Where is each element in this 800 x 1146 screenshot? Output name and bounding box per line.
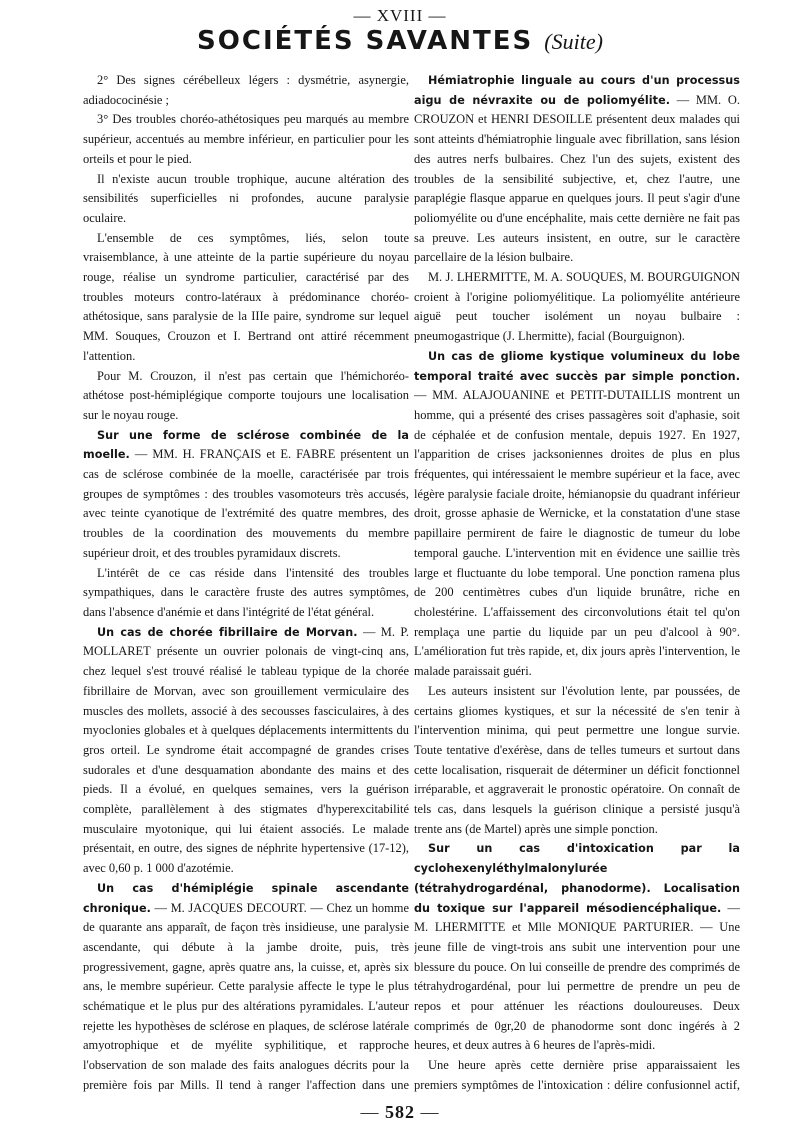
section-title: Sur une forme de sclérose combinée de la moelle.	[83, 428, 409, 462]
section-gliome	[414, 347, 740, 682]
footer-dash: —	[360, 1102, 380, 1122]
section-title: Un cas d'hémiplégie spinale ascendante chronique.	[83, 881, 409, 915]
section-body: — MM. H. FRANÇAIS et E. FABRE présentent un cas de sclérose combinée de la moelle, caractérisée par trois groupes de symptômes : des troubles vasomoteurs très accusés, avec teinte cyanotique de l'extrémité des quatre membres, des troubles de la coordination des mouvements du membre supérieur droit, et des troubles pyramidaux discrets.	[83, 447, 409, 560]
page-title-suffix: (Suite)	[544, 29, 603, 54]
section-body: — MM. O. CROUZON et HENRI DESOILLE présentent deux malades qui sont atteints d'hémiatrophie linguale avec fibrillation, sans lésion des autres nerfs bulbaires. Chez l'un des sujets, existent des troubles de la sensibilité subjective, et, chez l'autre, une paraplégie flasque apparue en quelques jours. Il peut s'agir d'une poliomyélite ou d'une encéphalite, mais cette dernière ne fait pas sa preuve. Les auteurs insistent, en outre, sur le caractère parcellaire de la lésion bulbaire.	[414, 92, 740, 265]
paragraph: Pour M. Crouzon, il n'est pas certain que l'hémichoréo-athétose post-hémiplégique comporte toujours une localisation sur le noyau rouge.	[83, 368, 409, 422]
paragraph: L'intérêt de ce cas réside dans l'intensité des troubles sympathiques, dans le caractère fruste des autres symptômes, dans l'absence d'anémie et dans l'intégrité de l'état général.	[83, 565, 409, 619]
footer-dash: —	[420, 1102, 440, 1122]
section-hemiatrophie	[414, 71, 740, 268]
section-body: — M. LHERMITTE et Mlle MONIQUE PARTURIER. — Une jeune fille de vingt-trois ans subit une intervention pour une blessure du pouce. On lui conseille de prendre des comprimés de tétrahydrogardénal, pour lui permettre de prendre un peu de repos et pour atténuer les réactions douloureuses. Deux comprimés de 0gr,20 de phanodorme sont donc ingérés à 2 heures, et deux autres à 6 heures de l'après-midi.	[414, 900, 740, 1053]
paragraph: L'ensemble de ces symptômes, liés, selon toute vraisemblance, à une atteinte de la partie supérieure du noyau rouge, réalise un syndrome particulier, caractérisé par des troubles moteurs contro-latéraux à prédominance choréo-athétosique, sans paralysie de la IIIe paire, syndrome sur lequel MM. Souques, Crouzon et I. Bertrand ont attiré récemment l'attention.	[83, 230, 409, 363]
page-footer	[0, 1102, 800, 1123]
section-title: Un cas de chorée fibrillaire de Morvan.	[97, 625, 358, 639]
section-intoxication	[414, 839, 740, 1056]
section-title: Hémiatrophie linguale au cours d'un processus aigu de névraxite ou de poliomyélite.	[414, 74, 740, 107]
section-body: — M. P. MOLLARET présente un ouvrier polonais de vingt-cinq ans, chez lequel s'est trouvé réalisé le tableau typique de la chorée fibrillaire de Morvan, avec son grouillement vermiculaire des muscles des mollets, associé à des secousses fasciculaires, à des myoclonies globales et à quelques déplacements intermittents du gros orteil. Le syndrome était accompagné de grandes crises sudorales et d'une desquamation abondante des mains et des pieds. Il a évolué, en quelques semaines, vers la guérison complète, parallèlement à des stigmates d'hyperexcitabilité musculaire myotonique, qui lui étaient associés. Le malade présentait, en outre, des signes de néphrite hypertensive (17-12), avec 0,60 p. 1 000 d'azotémie.	[83, 624, 409, 876]
page-title	[0, 26, 800, 57]
paragraph: 2° Des signes cérébelleux légers : dysmétrie, asynergie, adiadococinésie ;	[83, 73, 409, 107]
section-body: — MM. ALAJOUANINE et PETIT-DUTAILLIS montrent un homme, qui a présenté des crises passagères soit d'aphasie, soit de céphalée et de confusion mentale, depuis 1927. En 1927, l'apparition de crises jacksoniennes droites de plus en plus fréquentes, qui intéressaient le membre supérieur et la face, avec légère paralysie faciale droite, hémianopsie du quadrant inférieur droit, grosse aphasie de Wernicke, et la constatation d'une stase papillaire permirent de faire le diagnostic de tumeur du lobe temporal gauche. L'intervention mit en évidence une saillie très large et fluctuante du lobe temporal. Une ponction ramena plus de 200 centimètres cubes d'un liquide brunâtre, riche en cholestérine. L'affaissement des circonvolutions était tel qu'on remplaça une partie du liquide par un peu d'alcool à 90°. L'amélioration fut très rapide, et, dix jours après l'intervention, le malade paraissait guéri.	[414, 388, 740, 679]
left-column	[83, 71, 409, 1099]
section-title: Un cas de gliome kystique volumineux du lobe temporal traité avec succès par simple ponction.	[414, 349, 740, 383]
paragraph: Une heure après cette dernière prise apparaissaient les premiers symptômes de l'intoxication : délire confusionnel actif,	[414, 1058, 740, 1092]
paragraph: Les auteurs insistent sur l'évolution lente, par poussées, de certains gliomes kystiques, et sur la nécessité de s'en tenir à l'intervention minima, qui peut permettre une longue survie. Toute tentative d'exérèse, dans de telles tumeurs et surtout dans cette localisation, risquerait de déterminer un déficit fonctionnel irréparable, et aggraverait le pronostic opératoire. On connaît de tels cas, dans lesquels la guérison clinique a persisté jusqu'à trente ans (de Martel) après une simple ponction.	[414, 683, 740, 836]
section-choree	[83, 623, 409, 879]
running-page-number: — XVIII —	[353, 6, 447, 25]
section-title: Sur un cas d'intoxication par la cyclohexenyléthylmalonylurée (tétrahydrogardénal, phanodorme). Localisation du toxique sur l'appareil mésodiencéphalique.	[414, 842, 740, 915]
right-column	[414, 71, 740, 1099]
section-body: — M. JACQUES DECOURT. — Chez un homme de quarante ans apparaît, de façon très insidieuse, une paralysie ascendante, qui débute à la jambe droite, puis, très progressivement, gagne, après quatre ans, la cuisse, et, après six ans, le membre supérieur. Cette paralysie affecte le type le plus schématique et le plus pur des altérations pyramidales. L'auteur rejette les hypothèses de sclérose en plaques, de sclérose latérale amyotrophique et de myélite syphilitique, et rapproche l'observation de son malade des faits analogues décrits pour la première fois par Mills. Il tend à ranger l'affection dans une	[83, 900, 409, 1092]
paragraph: Il n'existe aucun trouble trophique, aucune altération des sensibilités superficielles ni profondes, aucune paralysie oculaire.	[83, 171, 409, 225]
page-title-text: SOCIÉTÉS SAVANTES	[197, 26, 534, 56]
page-number: 582	[385, 1102, 415, 1122]
section-sclerose	[83, 426, 409, 564]
paragraph: 3° Des troubles choréo-athétosiques peu marqués au membre supérieur, accentués au membre inférieur, en particulier pour les orteils et pour le pied.	[83, 112, 409, 166]
section-hemiplegie	[83, 879, 409, 1099]
paragraph: M. J. LHERMITTE, M. A. SOUQUES, M. BOURGUIGNON croient à l'origine poliomyélitique. La poliomyélite antérieure aiguë peut toucher isolément un noyau bulbaire : pneumogastrique (J. Lhermitte), facial (Bourguignon).	[414, 270, 740, 344]
